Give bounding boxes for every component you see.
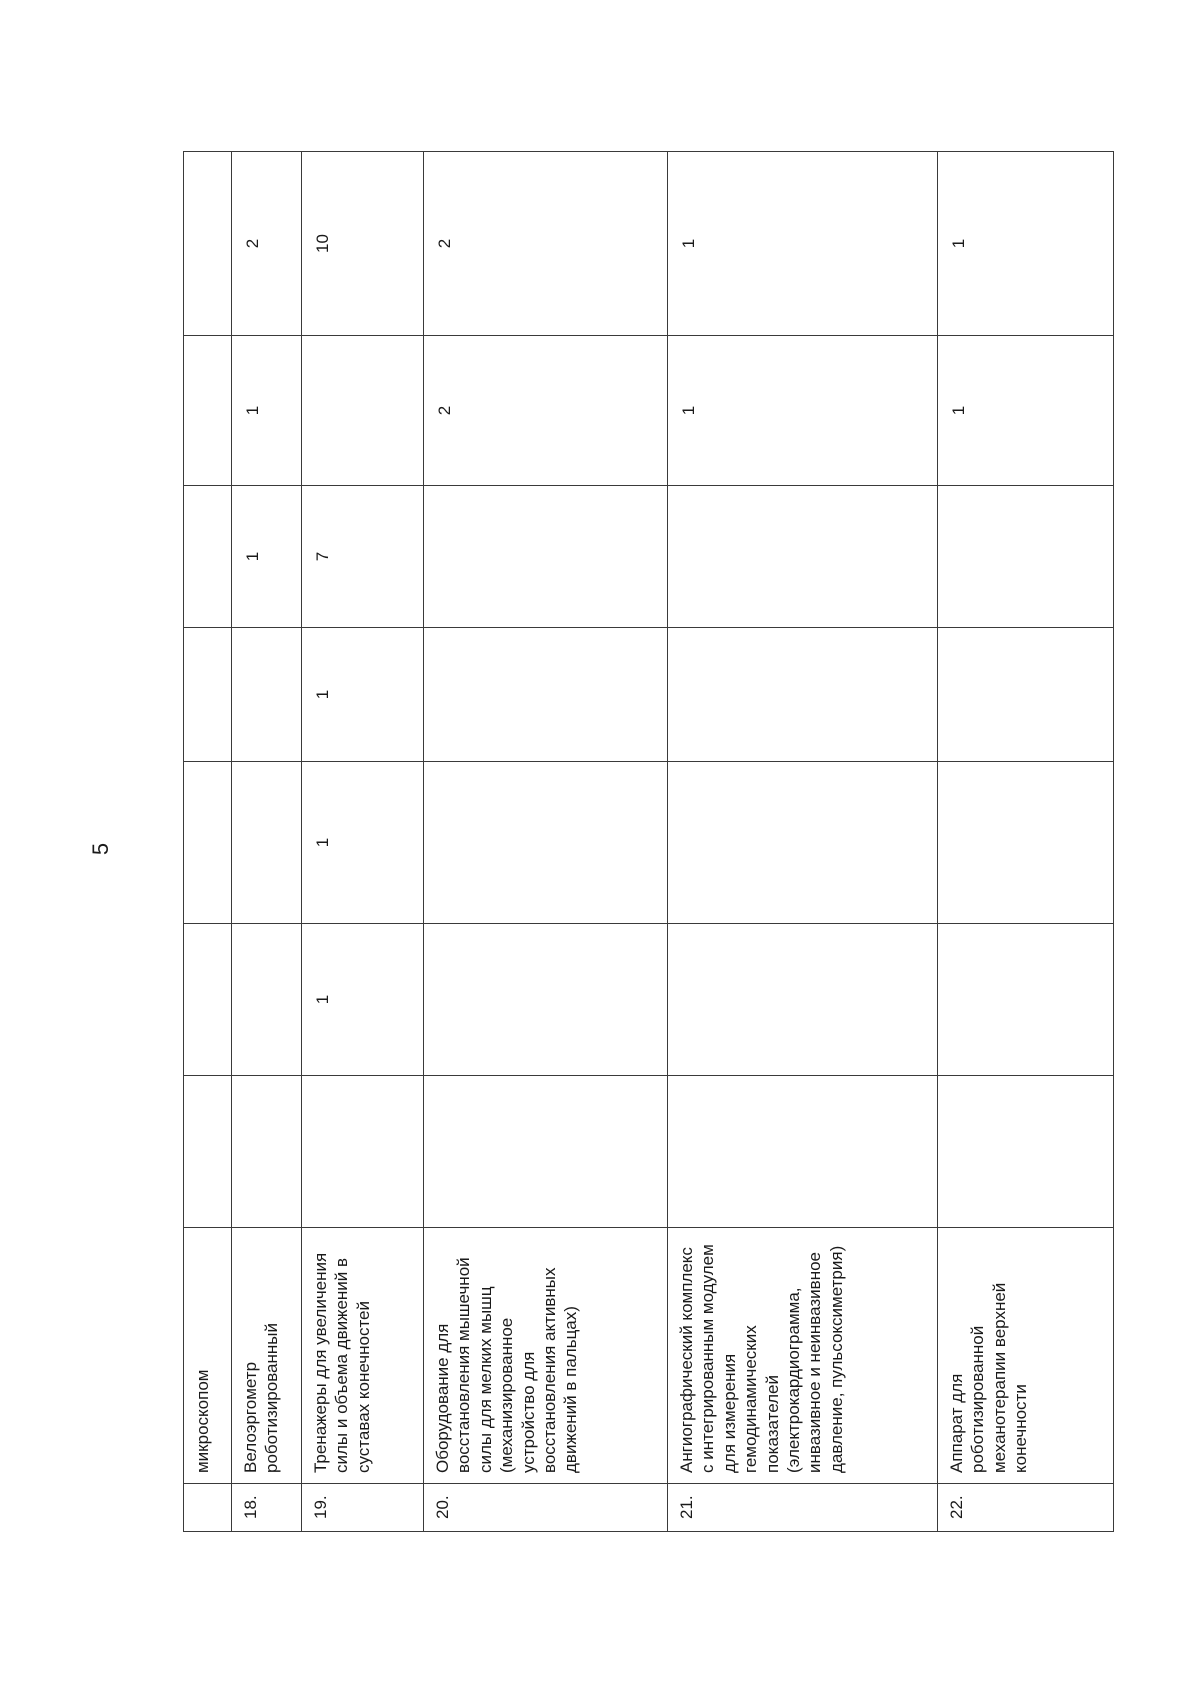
quantity-cell [302, 1076, 424, 1228]
quantity-cell [424, 486, 668, 628]
table-row [302, 152, 424, 1532]
equipment-name: Тренажеры для увеличения силы и объема движений в суставах конечностей [302, 1228, 424, 1484]
equipment-name: Велоэргометр роботизированный [232, 1228, 302, 1484]
quantity-cell: 1 [668, 336, 938, 486]
quantity-cell [424, 924, 668, 1076]
quantity-cell [938, 486, 1114, 628]
equipment-table-container [183, 152, 1113, 1532]
quantity-cell [668, 628, 938, 762]
table-row [668, 152, 938, 1532]
quantity-cell [184, 336, 232, 486]
quantity-cell [184, 628, 232, 762]
quantity-cell [938, 762, 1114, 924]
row-number [184, 1484, 232, 1532]
quantity-cell: 2 [232, 152, 302, 336]
quantity-cell [232, 1076, 302, 1228]
quantity-cell [184, 924, 232, 1076]
quantity-cell: 10 [302, 152, 424, 336]
equipment-name: микроскопом [184, 1228, 232, 1484]
quantity-cell [668, 486, 938, 628]
quantity-cell [302, 336, 424, 486]
quantity-cell [424, 628, 668, 762]
quantity-cell [668, 762, 938, 924]
row-number: 20. [424, 1484, 668, 1532]
quantity-cell [184, 762, 232, 924]
row-number: 21. [668, 1484, 938, 1532]
quantity-cell [938, 924, 1114, 1076]
row-number: 19. [302, 1484, 424, 1532]
quantity-cell [184, 152, 232, 336]
quantity-cell [232, 762, 302, 924]
quantity-cell: 1 [232, 336, 302, 486]
quantity-cell: 1 [938, 336, 1114, 486]
table-row [938, 152, 1114, 1532]
quantity-cell: 1 [302, 762, 424, 924]
quantity-cell [184, 1076, 232, 1228]
quantity-cell [938, 628, 1114, 762]
equipment-name: Оборудование для восстановления мышечной силы для мелких мышц (механизированное устройство для восстановления активных движений в пальцах) [424, 1228, 668, 1484]
quantity-cell [232, 924, 302, 1076]
equipment-table [183, 151, 1114, 1532]
quantity-cell: 1 [668, 152, 938, 336]
quantity-cell: 1 [938, 152, 1114, 336]
table-row [424, 152, 668, 1532]
page-number: 5 [88, 842, 113, 856]
row-number: 22. [938, 1484, 1114, 1532]
quantity-cell [424, 1076, 668, 1228]
table-row [232, 152, 302, 1532]
quantity-cell: 1 [302, 924, 424, 1076]
quantity-cell [232, 628, 302, 762]
quantity-cell [184, 486, 232, 628]
quantity-cell: 2 [424, 152, 668, 336]
quantity-cell: 1 [302, 628, 424, 762]
quantity-cell [938, 1076, 1114, 1228]
quantity-cell [424, 762, 668, 924]
quantity-cell [668, 924, 938, 1076]
equipment-name: Аппарат для роботизированной механотерапии верхней конечности [938, 1228, 1114, 1484]
quantity-cell: 1 [232, 486, 302, 628]
quantity-cell: 2 [424, 336, 668, 486]
quantity-cell: 7 [302, 486, 424, 628]
quantity-cell [668, 1076, 938, 1228]
row-number: 18. [232, 1484, 302, 1532]
table-row [184, 152, 232, 1532]
equipment-name: Ангиографический комплекс с интегрированным модулем для измерения гемодинамических показателей (электрокардиограмма, инвазивное и неинвазивное давление, пульсоксиметрия) [668, 1228, 938, 1484]
